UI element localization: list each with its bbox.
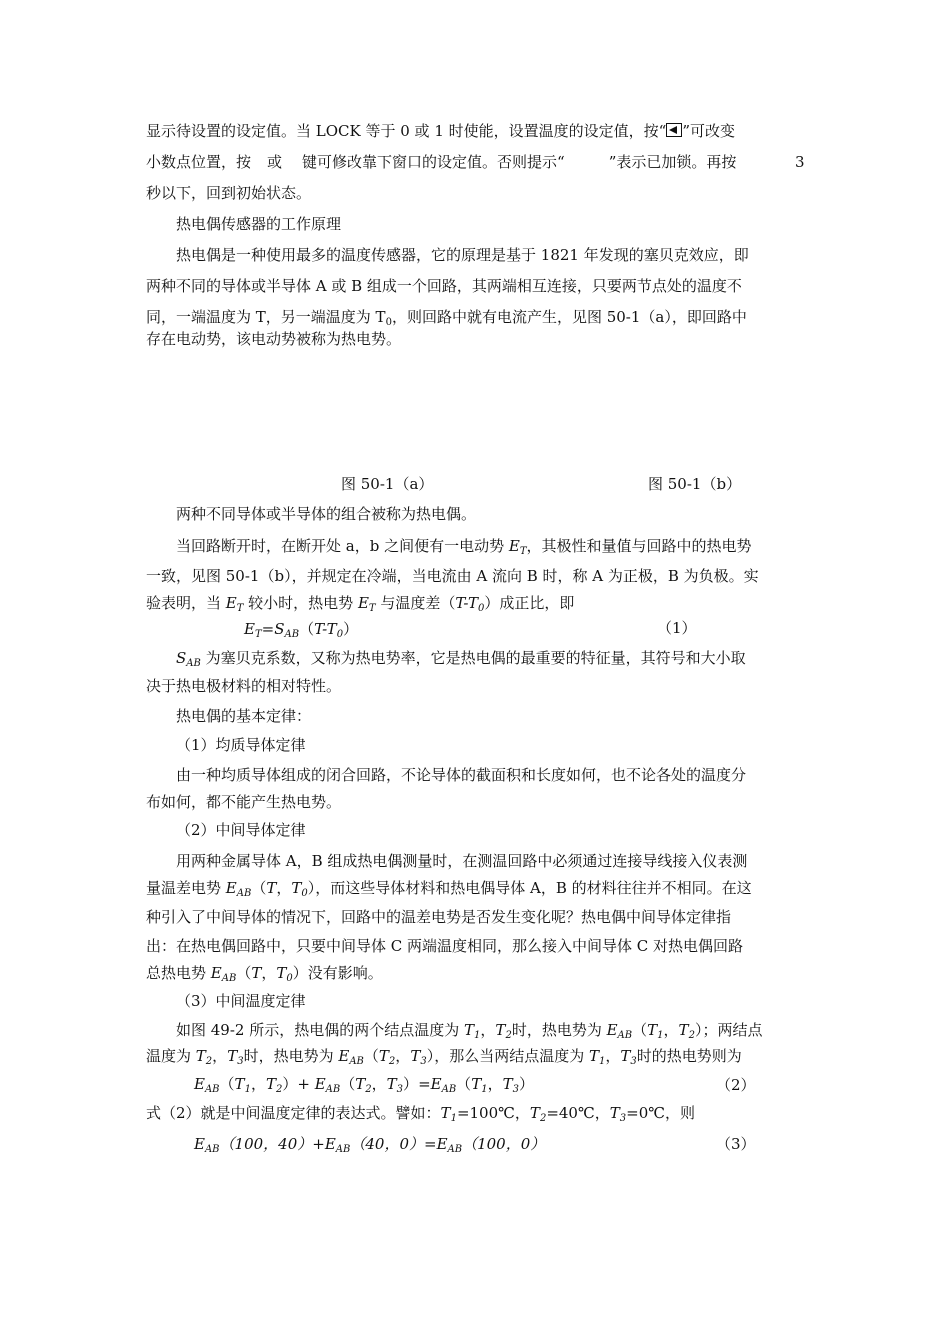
subscript: AB <box>349 1056 364 1067</box>
symbol: T <box>227 1047 238 1065</box>
symbol: T <box>440 1104 451 1122</box>
symbol: E <box>210 964 222 982</box>
subscript: AB <box>221 973 237 984</box>
section-heading: 热电偶的基本定律： <box>176 707 312 725</box>
text-segment: （ <box>363 1047 379 1065</box>
equation-3 <box>194 1134 545 1154</box>
text-segment: 或 <box>267 153 283 171</box>
text-segment: 同，一端温度为 T，另一端温度为 T <box>146 308 386 326</box>
text-segment: ），那么当两结点温度为 <box>426 1047 589 1065</box>
text-segment: 式（2）就是中间温度定律的表达式。譬如： <box>146 1104 441 1122</box>
text-line <box>176 536 752 556</box>
symbol: T <box>378 1047 389 1065</box>
text-segment: ，则回路中就有电流产生，见图 50-1（a），即回路中 <box>391 308 747 326</box>
text-segment: 键可修改靠下窗口的设定值。否则提示“ <box>302 153 565 171</box>
text-segment: =100℃， <box>456 1104 530 1122</box>
symbol: T-T <box>314 620 337 638</box>
symbol: T <box>495 1021 506 1039</box>
text-segment: ， <box>395 1047 411 1065</box>
text-segment: ）；两结点 <box>694 1021 763 1039</box>
symbol: T <box>266 879 277 897</box>
symbol: T <box>609 1104 620 1122</box>
symbol: T <box>464 1021 475 1039</box>
subscript: T <box>254 629 262 640</box>
left-arrow-key-icon <box>666 123 682 137</box>
figure-caption-b: 图 50-1（b） <box>648 475 742 493</box>
text-segment: ） <box>518 1075 534 1093</box>
subscript: 3 <box>630 1056 637 1067</box>
symbol: T <box>678 1021 689 1039</box>
text-segment: ， <box>250 1075 266 1093</box>
text-line: 由一种均质导体组成的闭合回路，不论导体的截面积和长度如何，也不论各处的温度分 <box>176 766 747 784</box>
symbol: E <box>357 594 369 612</box>
text-segment: ） <box>403 1075 419 1093</box>
text-line: 一致，见图 50-1（b），并规定在冷端，当电流由 A 流向 B 时，称 A 为正极，B 为负极。实 <box>146 567 759 585</box>
equation-2 <box>194 1074 534 1094</box>
symbol: T <box>529 1104 540 1122</box>
text-segment: 为塞贝克系数，又称为热电势率，它是热电偶的最重要的特征量，其符号和大小取 <box>200 649 746 667</box>
text-line <box>146 152 736 172</box>
symbol: E <box>508 537 520 555</box>
symbol: T-T <box>455 594 478 612</box>
text-line: 种引入了中间导体的情况下，回路中的温差电势是否发生变化呢？热电偶中间导体定律指 <box>146 908 732 926</box>
text-segment: ， <box>487 1075 503 1093</box>
symbol: T <box>410 1047 421 1065</box>
subscript: 3 <box>420 1056 427 1067</box>
symbol: E <box>194 1135 205 1153</box>
symbol: T <box>195 1047 206 1065</box>
subscript: 2 <box>275 1084 283 1095</box>
text-line <box>146 593 574 613</box>
equation-number: （1） <box>657 619 697 637</box>
law-title: （3）中间温度定律 <box>176 992 306 1010</box>
subscript: AB <box>186 658 201 669</box>
text-segment: 温度为 <box>146 1047 196 1065</box>
symbol: E <box>225 879 237 897</box>
subscript: AB <box>204 1084 220 1095</box>
symbol: T <box>291 879 302 897</box>
text-line <box>146 1103 695 1123</box>
subscript: AB <box>204 1144 220 1155</box>
text-segment: （ <box>299 620 315 638</box>
subscript: AB <box>447 1144 463 1155</box>
text-line: 出：在热电偶回路中，只要中间导体 C 两端温度相同，那么接入中间导体 C 对热电偶回路 <box>146 937 744 955</box>
subscript: AB <box>335 1144 351 1155</box>
subscript: AB <box>441 1084 457 1095</box>
text-segment: 显示待设置的设定值。当 LOCK 等于 0 或 1 时使能，设置温度的设定值，按“ <box>146 122 667 140</box>
text-segment: （ <box>251 879 267 897</box>
symbol: （100，0） <box>462 1135 546 1153</box>
text-segment: ， <box>480 1021 496 1039</box>
text-segment: （ <box>456 1075 472 1093</box>
symbol: E <box>244 620 255 638</box>
text-line: 决于热电极材料的相对特性。 <box>146 677 342 695</box>
symbol: T <box>386 1075 397 1093</box>
text-segment: 量温差电势 <box>146 879 226 897</box>
text-line: 存在电动势，该电动势被称为热电势。 <box>146 330 402 348</box>
subscript: 3 <box>512 1084 519 1095</box>
text-segment: 当回路断开时，在断开处 a，b 之间便有一电动势 <box>176 537 509 555</box>
subscript: 3 <box>237 1056 244 1067</box>
symbol: T <box>588 1047 599 1065</box>
symbol: E <box>338 1047 350 1065</box>
subscript: AB <box>284 629 300 640</box>
text-segment: 如图 49-2 所示，热电偶的两个结点温度为 <box>176 1021 465 1039</box>
symbol: T <box>471 1075 482 1093</box>
text-segment: ”表示已加锁。再按 <box>608 153 737 171</box>
subscript: AB <box>617 1030 633 1041</box>
text-line: 热电偶是一种使用最多的温度传感器，它的原理是基于 1821 年发现的塞贝克效应，即 <box>176 246 749 264</box>
subscript: 3 <box>396 1084 404 1095</box>
text-segment: ， <box>605 1047 621 1065</box>
symbol: E <box>436 1135 448 1153</box>
subscript: 0 <box>336 629 344 640</box>
text-segment: 较小时，热电势 <box>243 594 358 612</box>
text-line <box>146 963 383 983</box>
subscript: T <box>236 603 244 614</box>
subscript: 1 <box>657 1030 664 1041</box>
subscript: 0 <box>385 317 392 328</box>
symbol: T <box>251 964 262 982</box>
text-segment: ， <box>212 1047 228 1065</box>
symbol: E <box>430 1075 442 1093</box>
text-segment: 时，热电势为 <box>243 1047 339 1065</box>
figure-caption-a: 图 50-1（a） <box>341 475 434 493</box>
subscript: 1 <box>244 1084 251 1095</box>
symbol: E <box>225 594 237 612</box>
text-segment: ），而这些导体材料和热电偶导体 A，B 的材料往往并不相同。在这 <box>307 879 752 897</box>
section-heading: 热电偶传感器的工作原理 <box>176 215 342 233</box>
text-line <box>176 648 746 668</box>
subscript: 2 <box>365 1084 372 1095</box>
subscript: 1 <box>599 1056 606 1067</box>
symbol: （40，0）= <box>350 1135 437 1153</box>
symbol: S <box>176 649 187 667</box>
text-line: 布如何，都不能产生热电势。 <box>146 793 342 811</box>
text-segment: =0℃，则 <box>626 1104 696 1122</box>
text-line <box>146 121 735 141</box>
symbol: =S <box>261 620 285 638</box>
text-segment: （ <box>219 1075 235 1093</box>
subscript: 1 <box>481 1084 488 1095</box>
symbol: T <box>355 1075 366 1093</box>
subscript: T <box>519 546 527 557</box>
subscript: 3 <box>619 1113 627 1124</box>
text-segment: 总热电势 <box>146 964 211 982</box>
subscript: 0 <box>301 888 308 899</box>
text-line: 两种不同导体或半导体的组合被称为热电偶。 <box>176 505 477 523</box>
subscript: 1 <box>450 1113 457 1124</box>
symbol: T <box>620 1047 631 1065</box>
law-title: （1）均质导体定律 <box>176 736 306 754</box>
text-segment: ）没有影响。 <box>292 964 383 982</box>
equation-number: （2） <box>716 1076 756 1094</box>
symbol: E <box>606 1021 618 1039</box>
text-segment: ”可改变 <box>682 122 735 140</box>
symbol: E <box>194 1075 205 1093</box>
subscript: AB <box>236 888 252 899</box>
equation-1 <box>244 619 358 639</box>
text-segment: ， <box>261 964 277 982</box>
text-line <box>146 878 752 898</box>
subscript: 2 <box>205 1056 213 1067</box>
text-segment: 与温度差（ <box>375 594 456 612</box>
symbol: E <box>324 1135 336 1153</box>
symbol: T <box>276 964 287 982</box>
text-line <box>176 1020 762 1040</box>
symbol: （100，40）+ <box>219 1135 325 1153</box>
symbol: E <box>314 1075 326 1093</box>
text-segment: ，其极性和量值与回路中的热电势 <box>526 537 752 555</box>
text-segment: = <box>418 1075 431 1093</box>
text-segment: ）成正比，即 <box>484 594 575 612</box>
symbol: T <box>502 1075 513 1093</box>
text-segment: ， <box>663 1021 679 1039</box>
text-line: 两种不同的导体或半导体 A 或 B 组成一个回路，其两端相互连接，只要两节点处的温度不 <box>146 277 742 295</box>
symbol: T <box>265 1075 276 1093</box>
text-segment: 时，热电势为 <box>511 1021 607 1039</box>
text-line: 用两种金属导体 A，B 组成热电偶测量时，在测温回路中必须通过连接导线接入仪表测 <box>176 852 748 870</box>
text-segment: ， <box>276 879 292 897</box>
text-segment: 小数点位置，按 <box>146 153 252 171</box>
text-segment: ） <box>282 1075 298 1093</box>
subscript: 2 <box>688 1030 695 1041</box>
text-line <box>146 307 747 327</box>
text-segment: ， <box>371 1075 387 1093</box>
subscript: 2 <box>388 1056 396 1067</box>
law-title: （2）中间导体定律 <box>176 821 306 839</box>
text-segment: + <box>297 1075 315 1093</box>
subscript: 0 <box>286 973 293 984</box>
subscript: 0 <box>477 603 485 614</box>
symbol: T <box>647 1021 658 1039</box>
subscript: T <box>368 603 376 614</box>
subscript: AB <box>325 1084 341 1095</box>
text-segment: =40℃， <box>546 1104 610 1122</box>
symbol: T <box>234 1075 245 1093</box>
subscript: 1 <box>474 1030 481 1041</box>
text-segment: 验表明，当 <box>146 594 226 612</box>
text-segment: ） <box>343 620 359 638</box>
text-segment: （ <box>340 1075 356 1093</box>
subscript: 2 <box>539 1113 547 1124</box>
text-segment: 3 <box>795 153 805 171</box>
subscript: 2 <box>505 1030 512 1041</box>
equation-number: （3） <box>716 1135 756 1153</box>
text-segment: 时的热电势则为 <box>636 1047 742 1065</box>
text-line: 秒以下，回到初始状态。 <box>146 184 312 202</box>
text-line <box>146 1046 742 1066</box>
text-segment: （ <box>236 964 252 982</box>
text-segment: （ <box>632 1021 648 1039</box>
